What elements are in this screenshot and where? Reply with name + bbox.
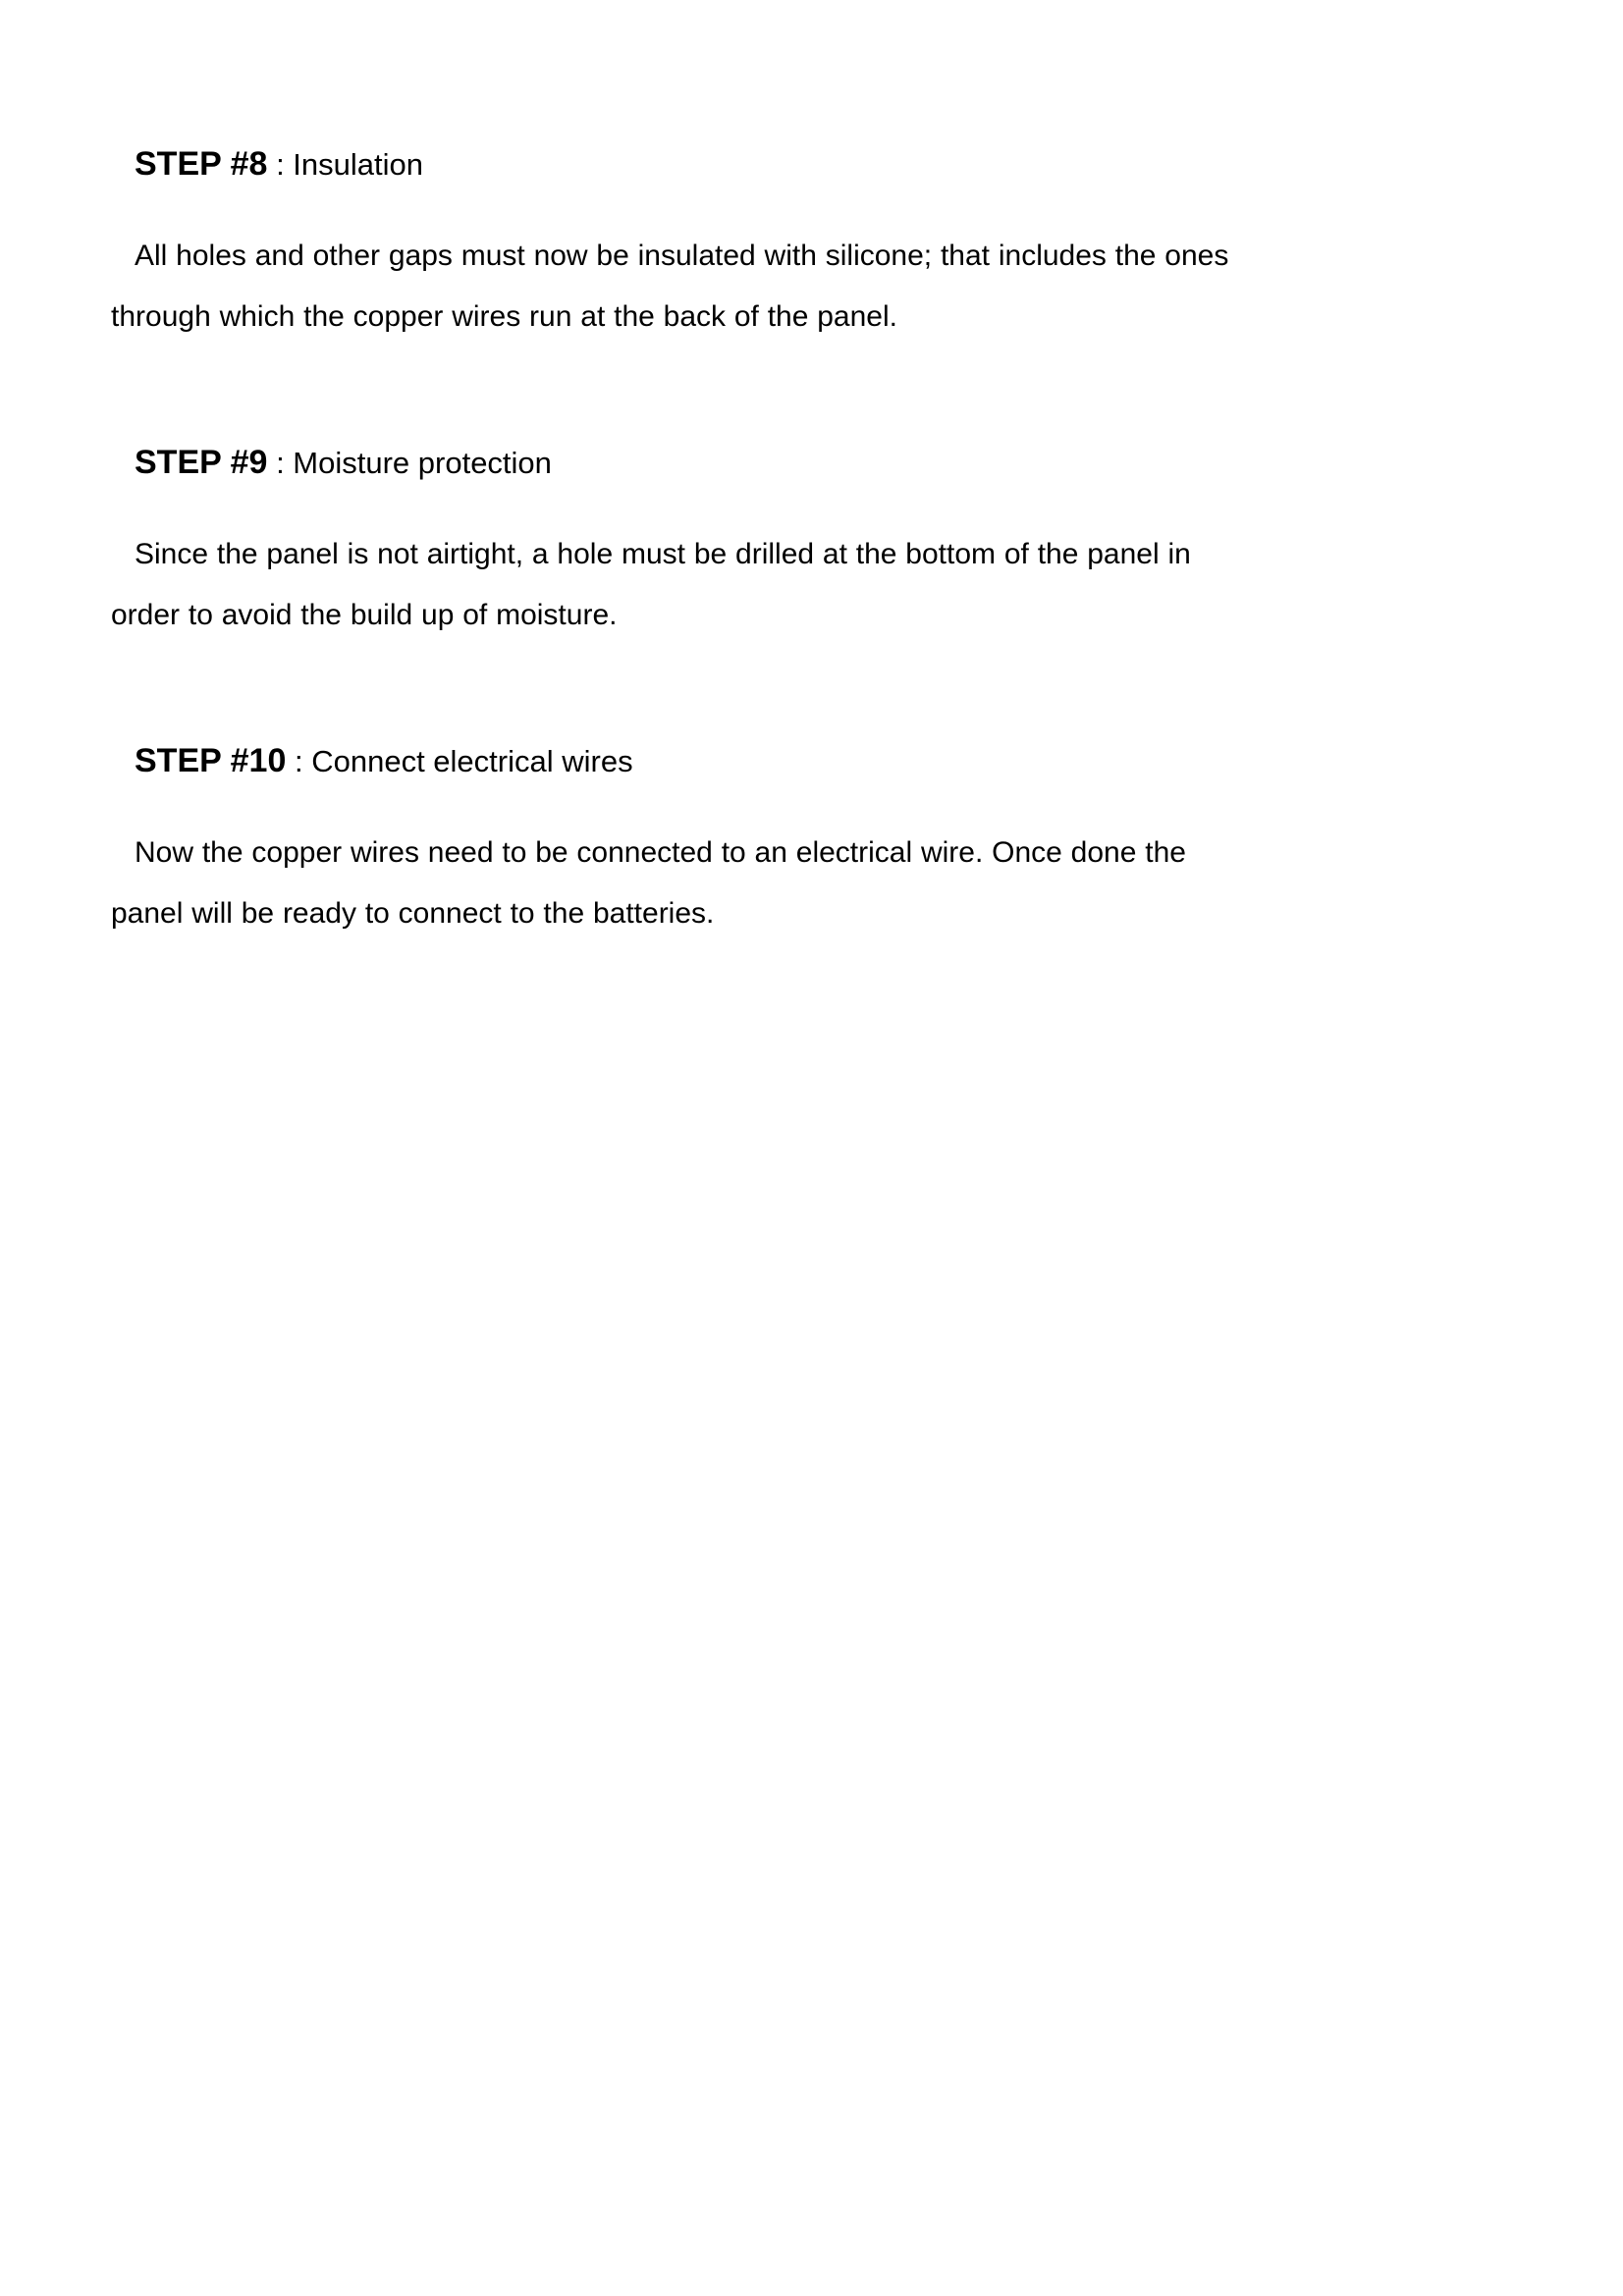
step-section-8: [111, 147, 1250, 347]
spacer: [111, 347, 1250, 446]
spacer: [111, 646, 1250, 744]
step-title-8: Insulation: [293, 147, 424, 182]
step-label-8: STEP #8: [135, 145, 268, 183]
spacer: [111, 181, 1250, 226]
step-separator-8: :: [267, 147, 294, 182]
step-title-10: Connect electrical wires: [311, 744, 633, 778]
step-heading-10: [111, 744, 1250, 777]
step-title-9: Moisture protection: [293, 446, 552, 480]
step-heading-8: [111, 147, 1250, 181]
step-section-10: [111, 744, 1250, 944]
step-separator-9: :: [267, 446, 294, 480]
step-heading-9: [111, 446, 1250, 479]
step-body-9: Since the panel is not airtight, a hole must be drilled at the bottom of the panel in order to avoid the build up of moisture.: [111, 538, 1191, 631]
spacer: [111, 479, 1250, 524]
step-label-10: STEP #10: [135, 742, 287, 779]
step-body-10: Now the copper wires need to be connected to an electrical wire. Once done the panel will be ready to connect to the batteries.: [111, 836, 1186, 930]
step-separator-10: :: [286, 744, 312, 778]
step-section-9: [111, 446, 1250, 646]
spacer: [111, 777, 1250, 823]
step-label-9: STEP #9: [135, 444, 268, 481]
step-body-8: All holes and other gaps must now be insulated with silicone; that includes the ones through which the copper wires run at the back of the panel.: [111, 240, 1229, 333]
document-content: [111, 147, 1250, 944]
